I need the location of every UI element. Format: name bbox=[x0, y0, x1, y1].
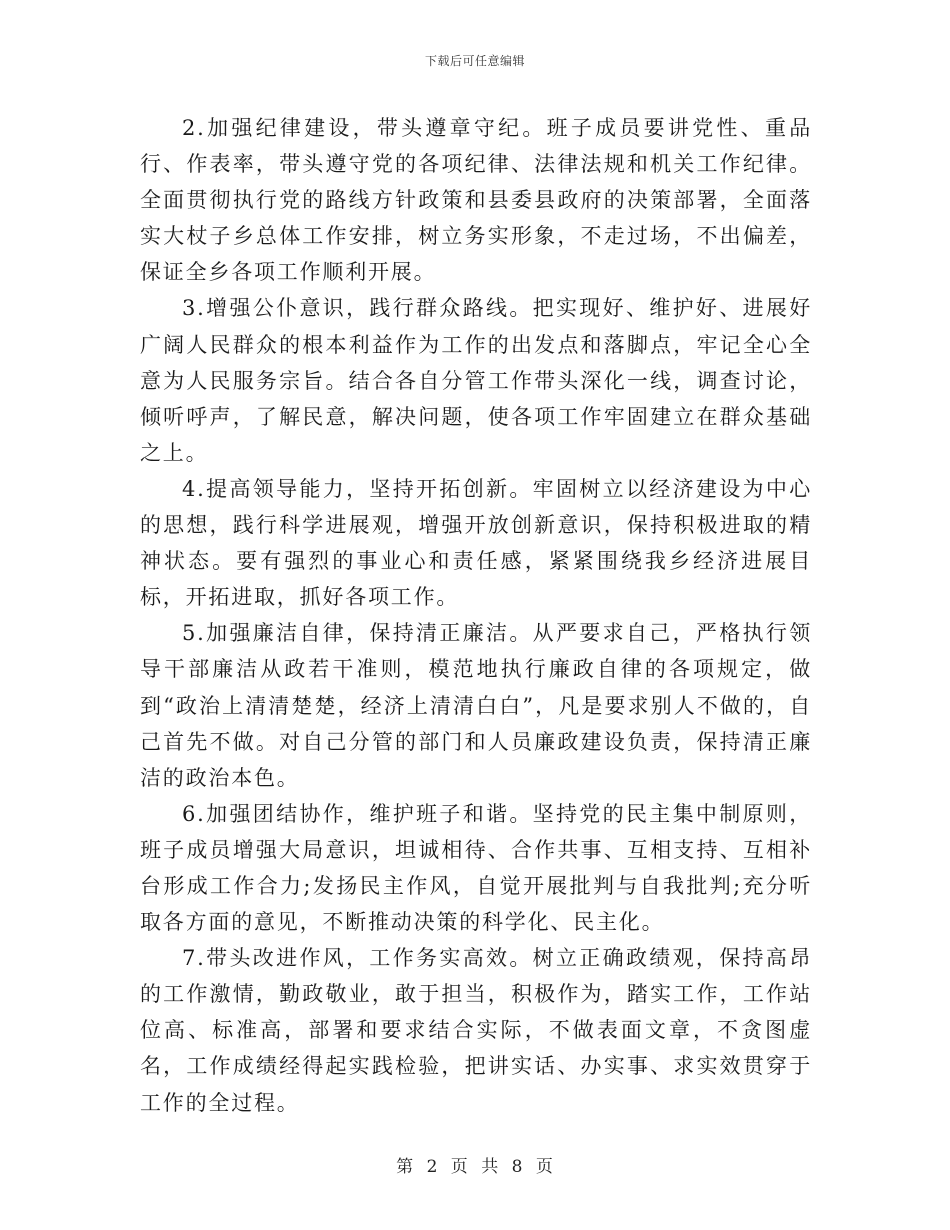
document-body bbox=[140, 110, 812, 1121]
page-header-note: 下载后可任意编辑 bbox=[424, 54, 525, 68]
paragraph-item-2: 2.加强纪律建设，带头遵章守纪。班子成员要讲党性、重品行、作表率，带头遵守党的各项纪律、法律法规和机关工作纪律。全面贯彻执行党的路线方针政策和县委县政府的决策部署，全面落实大杖子乡总体工作安排，树立务实形象，不走过场，不出偏差，保证全乡各项工作顺利开展。 bbox=[140, 116, 812, 285]
page-number-footer: 第 2 页 共 8 页 bbox=[396, 1157, 554, 1177]
paragraph-item-6: 6.加强团结协作，维护班子和谐。坚持党的民主集中制原则，班子成员增强大局意识，坦诚相待、合作共事、互相支持、互相补台形成工作合力;发扬民主作风，自觉开展批判与自我批判;充分听取各方面的意见，不断推动决策的科学化、民主化。 bbox=[140, 801, 812, 935]
paragraph-item-5: 5.加强廉洁自律，保持清正廉洁。从严要求自己，严格执行领导干部廉洁从政若干准则，模范地执行廉政自律的各项规定，做到“政治上清清楚楚，经济上清清白白”，凡是要求别人不做的，自己首先不做。对自己分管的部门和人员廉政建设负责，保持清正廉洁的政治本色。 bbox=[140, 621, 812, 790]
paragraph-item-7: 7.带头改进作风，工作务实高效。树立正确政绩观，保持高昂的工作激情，勤政敬业，敢于担当，积极作为，踏实工作，工作站位高、标准高，部署和要求结合实际，不做表面文章，不贪图虚名，工作成绩经得起实践检验，把讲实话、办实事、求实效贯穿于工作的全过程。 bbox=[140, 946, 812, 1115]
paragraph-item-3: 3.增强公仆意识，践行群众路线。把实现好、维护好、进展好广阔人民群众的根本利益作为工作的出发点和落脚点，牢记全心全意为人民服务宗旨。结合各自分管工作带头深化一线，调查讨论，倾听呼声，了解民意，解决问题，使各项工作牢固建立在群众基础之上。 bbox=[140, 296, 812, 465]
paragraph-item-4: 4.提高领导能力，坚持开拓创新。牢固树立以经济建设为中心的思想，践行科学进展观，增强开放创新意识，保持积极进取的精神状态。要有强烈的事业心和责任感，紧紧围绕我乡经济进展目标，开拓进取，抓好各项工作。 bbox=[140, 476, 812, 610]
